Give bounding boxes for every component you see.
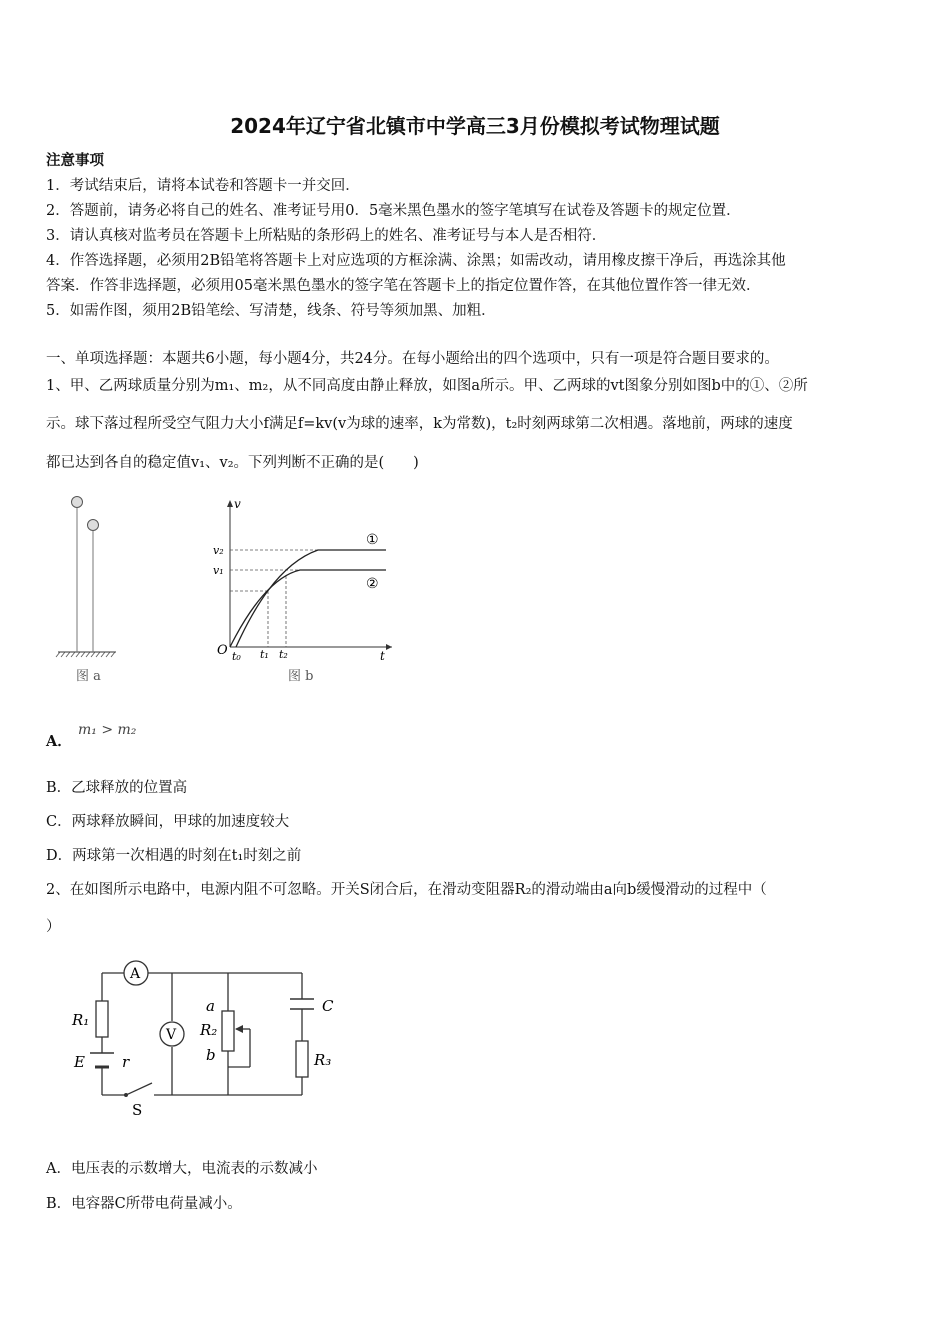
switch-contact [124, 1093, 128, 1097]
notice-item: 3．请认真核对监考员在答题卡上所粘贴的条形码上的姓名、准考证号与本人是否相符． [46, 228, 607, 244]
q2-option-b: B．电容器C所带电荷量减小。 [46, 1196, 242, 1212]
voltmeter-label: V [166, 1027, 177, 1043]
switch-label: S [132, 1101, 143, 1119]
v-axis-label: v [234, 497, 241, 511]
capacitor-label: C [322, 997, 334, 1015]
ammeter-label: A [130, 966, 141, 982]
figure-b-caption: 图 b [288, 669, 314, 684]
curve-1-label: ① [366, 532, 379, 548]
section-heading: 一、单项选择题：本题共6小题，每小题4分，共24分。在每小题给出的四个选项中，只有一项是符合题目要求的。 [46, 351, 779, 367]
notice-item: 4．作答选择题，必须用2B铅笔将答题卡上对应选项的方框涂满、涂黑；如需改动，请用橡皮擦干净后，再选涂其他 [46, 253, 786, 269]
notice-item: 答案．作答非选择题，必须用05毫米黑色墨水的签字笔在答题卡上的指定位置作答，在其他位置作答一律无效． [46, 278, 761, 294]
question-1-line: 都已达到各自的稳定值v₁、v₂。下列判断不正确的是( ) [46, 455, 419, 471]
question-2-line: ） [46, 919, 61, 935]
ground-hatching [56, 652, 115, 657]
r2-label: R₂ [200, 1021, 218, 1039]
rheostat-slider [235, 1025, 243, 1033]
circuit-diagram [60, 955, 360, 1120]
curve-2-yi [230, 570, 386, 647]
a-label: a [206, 997, 215, 1015]
resistor-r1 [96, 1001, 108, 1037]
notice-item: 2．答题前，请务必将自己的姓名、准考证号用0．5毫米黑色墨水的签字笔填写在试卷及答题卡的规定位置． [46, 203, 741, 219]
t-axis-label: t [380, 649, 385, 663]
t2-label: t₂ [279, 648, 288, 661]
v2-label: v₂ [213, 544, 224, 557]
rheostat-r2 [222, 1011, 234, 1051]
notice-item: 1．考试结束后，请将本试卷和答题卡一并交回． [46, 178, 360, 194]
option-a-formula: m₁ > m₂ [78, 722, 137, 738]
origin-label: O [217, 643, 228, 658]
figure-b-vt-graph [210, 492, 400, 692]
question-1-line: 示。球下落过程所受空气阻力大小f满足f=kv(v为球的速率，k为常数)，t₂时刻两球第二次相遇。落地前，两球的速度 [46, 416, 793, 432]
figure-a-caption: 图 a [76, 669, 101, 684]
page-title: 2024年辽宁省北镇市中学高三3月份模拟考试物理试题 [230, 114, 720, 138]
curve-2-label: ② [366, 576, 379, 592]
option-c: C．两球释放瞬间，甲球的加速度较大 [46, 814, 290, 830]
option-b: B．乙球释放的位置高 [46, 780, 188, 796]
option-d: D．两球第一次相遇的时刻在t₁时刻之前 [46, 848, 302, 864]
resistor-r3 [296, 1041, 308, 1077]
question-1-line: 1、甲、乙两球质量分别为m₁、m₂，从不同高度由静止释放，如图a所示。甲、乙两球的vt图象分别如图b中的①、②所 [46, 378, 808, 394]
notice-heading: 注意事项 [46, 152, 104, 169]
ball-jia [72, 497, 83, 508]
curve-1-jia [236, 550, 386, 647]
option-a-label: A． [46, 733, 72, 750]
t1-label: t₁ [260, 648, 269, 661]
b-label: b [206, 1046, 216, 1064]
t0-label: t₀ [232, 650, 241, 663]
ball-yi [88, 520, 99, 531]
v1-label: v₁ [213, 564, 224, 577]
figure-a-drop-diagram [52, 488, 132, 688]
emf-label: E [74, 1053, 85, 1071]
r3-label: R₃ [314, 1051, 332, 1069]
internal-resistance-label: r [122, 1053, 130, 1071]
q2-option-a: A．电压表的示数增大，电流表的示数减小 [46, 1161, 318, 1177]
question-2-line: 2、在如图所示电路中，电源内阻不可忽略。开关S闭合后，在滑动变阻器R₂的滑动端由a向b缓慢滑动的过程中（ [46, 882, 767, 898]
r1-label: R₁ [72, 1011, 90, 1029]
notice-item: 5．如需作图，须用2B铅笔绘、写清楚，线条、符号等须加黑、加粗． [46, 303, 496, 319]
